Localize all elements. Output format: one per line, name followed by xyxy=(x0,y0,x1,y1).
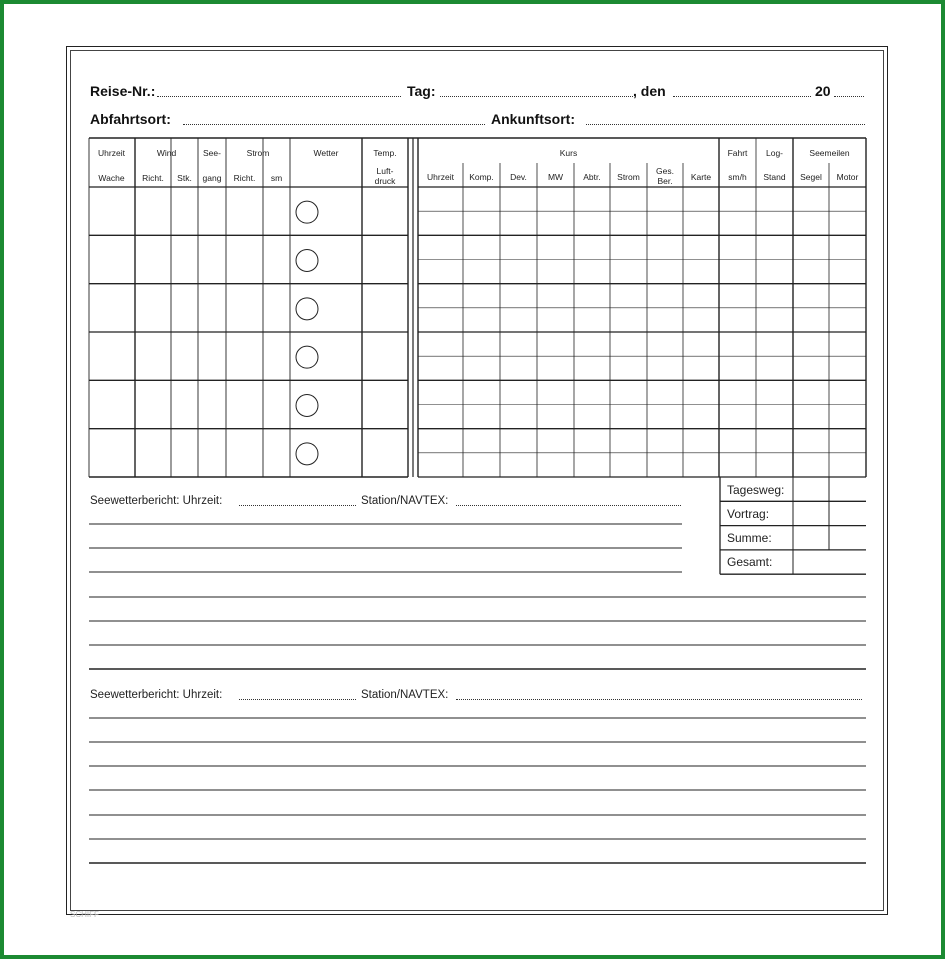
weather-report-1-station-field[interactable] xyxy=(456,505,681,506)
col-kurs-strom: Strom xyxy=(617,172,640,182)
col-stand: Stand xyxy=(763,172,786,182)
weather-report-2-station-label: Station/NAVTEX: xyxy=(361,689,449,701)
col-seegang-bottom: gang xyxy=(202,173,222,183)
col-kurs-uhrzeit: Uhrzeit xyxy=(427,172,454,182)
ankunftsort-label: Ankunftsort: xyxy=(491,111,575,127)
weather-circle-6[interactable] xyxy=(296,443,318,465)
col-seegang-top: See- xyxy=(203,148,221,158)
col-wind: Wind xyxy=(156,148,177,158)
weather-circle-1[interactable] xyxy=(296,201,318,223)
reise-nr-label: Reise-Nr.: xyxy=(90,83,156,99)
summary-gesamt: Gesamt: xyxy=(727,555,773,569)
col-druck: druck xyxy=(374,176,396,186)
summary-vortrag: Vortrag: xyxy=(727,507,770,521)
col-luft: Luft- xyxy=(376,166,394,176)
weather-circle-3[interactable] xyxy=(296,298,318,320)
weather-circle-2[interactable] xyxy=(296,250,318,272)
abfahrtsort-label: Abfahrtsort: xyxy=(90,111,171,127)
col-smh: sm/h xyxy=(728,172,747,182)
weather-circle-4[interactable] xyxy=(296,346,318,368)
col-kurs: Kurs xyxy=(559,148,578,158)
weather-report-1-uhrzeit-field[interactable] xyxy=(239,505,356,506)
col-wind-richt: Richt. xyxy=(142,173,164,183)
col-ges: Ges. xyxy=(656,166,674,176)
col-wind-stk: Stk. xyxy=(177,173,192,183)
col-wetter: Wetter xyxy=(313,148,339,158)
weather-report-2-uhrzeit-label: Seewetterbericht: Uhrzeit: xyxy=(90,689,223,701)
watermark: SCHIFF xyxy=(70,910,99,919)
col-temp: Temp. xyxy=(373,148,397,158)
col-fahrt: Fahrt xyxy=(727,148,748,158)
col-abtr: Abtr. xyxy=(583,172,601,182)
col-strom-richt: Richt. xyxy=(233,173,256,183)
col-komp: Komp. xyxy=(469,172,494,182)
year-prefix: 20 xyxy=(815,83,831,99)
col-ber: Ber. xyxy=(657,176,673,186)
weather-report-2-uhrzeit-field[interactable] xyxy=(239,699,356,700)
col-segel: Segel xyxy=(800,172,822,182)
col-strom: Strom xyxy=(246,148,270,158)
den-label: , den xyxy=(633,83,666,99)
weather-circle-5[interactable] xyxy=(296,395,318,417)
col-wache: Wache xyxy=(98,173,125,183)
col-karte: Karte xyxy=(690,172,712,182)
col-uhrzeit: Uhrzeit xyxy=(98,148,125,158)
weather-report-1-station-label: Station/NAVTEX: xyxy=(361,495,449,507)
weather-report-2-station-field[interactable] xyxy=(456,699,862,700)
summary-summe: Summe: xyxy=(727,531,772,545)
col-mw: MW xyxy=(547,172,564,182)
weather-report-1-uhrzeit-label: Seewetterbericht: Uhrzeit: xyxy=(90,495,223,507)
col-seemeilen: Seemeilen xyxy=(809,148,850,158)
col-motor: Motor xyxy=(836,172,859,182)
col-strom-sm: sm xyxy=(270,173,283,183)
col-log: Log- xyxy=(765,148,783,158)
summary-tagesweg: Tagesweg: xyxy=(727,483,785,497)
col-dev: Dev. xyxy=(510,172,527,182)
tag-label: Tag: xyxy=(407,83,436,99)
